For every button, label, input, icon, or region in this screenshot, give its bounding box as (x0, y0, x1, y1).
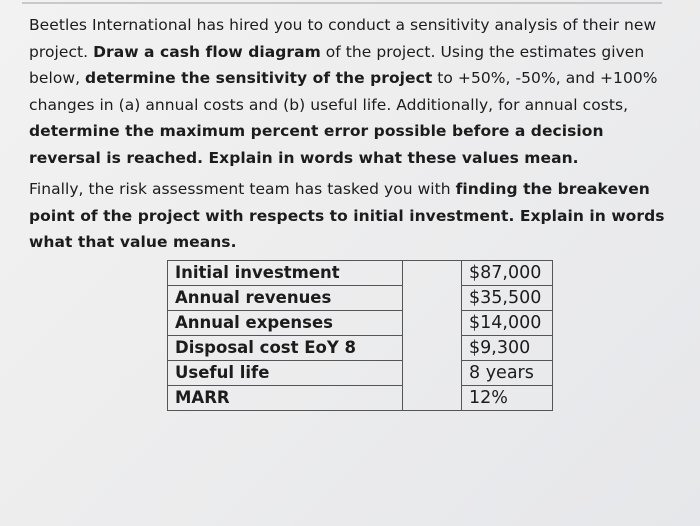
row-value: $87,000 (462, 261, 553, 286)
table-row (168, 336, 553, 361)
para1-text-1: Beetles International has hired you to conduct a sensitivity analysis of their new project. (29, 16, 657, 61)
row-label: Disposal cost EoY 8 (168, 336, 403, 361)
table-row (168, 286, 553, 311)
row-label: Useful life (168, 361, 403, 386)
para1-text-2: of the project. Using the estimates given below, (29, 42, 645, 87)
para2-bold-1: finding the breakeven point of the project with respects to initial investment. Explain in words what that value means. (29, 180, 665, 251)
para1-bold-3: determine the maximum percent error possible before a decision reversal is reached. Explain in words what these values mean. (29, 122, 604, 167)
row-label: Initial investment (168, 261, 403, 286)
top-divider (22, 2, 662, 4)
row-value: 8 years (462, 361, 553, 386)
estimates-table (167, 260, 553, 411)
table-row (168, 361, 553, 386)
row-label: MARR (168, 386, 403, 411)
para1-bold-2: determine the sensitivity of the project (85, 69, 433, 87)
para1-text-3: to +50%, -50%, and +100% changes in (a) annual costs and (b) useful life. Additionally, for annual costs, (29, 69, 658, 114)
row-label: Annual revenues (168, 286, 403, 311)
problem-paragraph-2 (29, 176, 669, 256)
table-row (168, 386, 553, 411)
row-value: $14,000 (462, 311, 553, 336)
table-row (168, 311, 553, 336)
para2-text-1: Finally, the risk assessment team has tasked you with (29, 180, 456, 198)
table-row (168, 261, 553, 286)
para1-bold-1: Draw a cash flow diagram (93, 42, 321, 61)
row-value: 12% (462, 386, 553, 411)
row-label: Annual expenses (168, 311, 403, 336)
row-value: $35,500 (462, 286, 553, 311)
row-value: $9,300 (462, 336, 553, 361)
problem-paragraph-1 (29, 12, 669, 171)
